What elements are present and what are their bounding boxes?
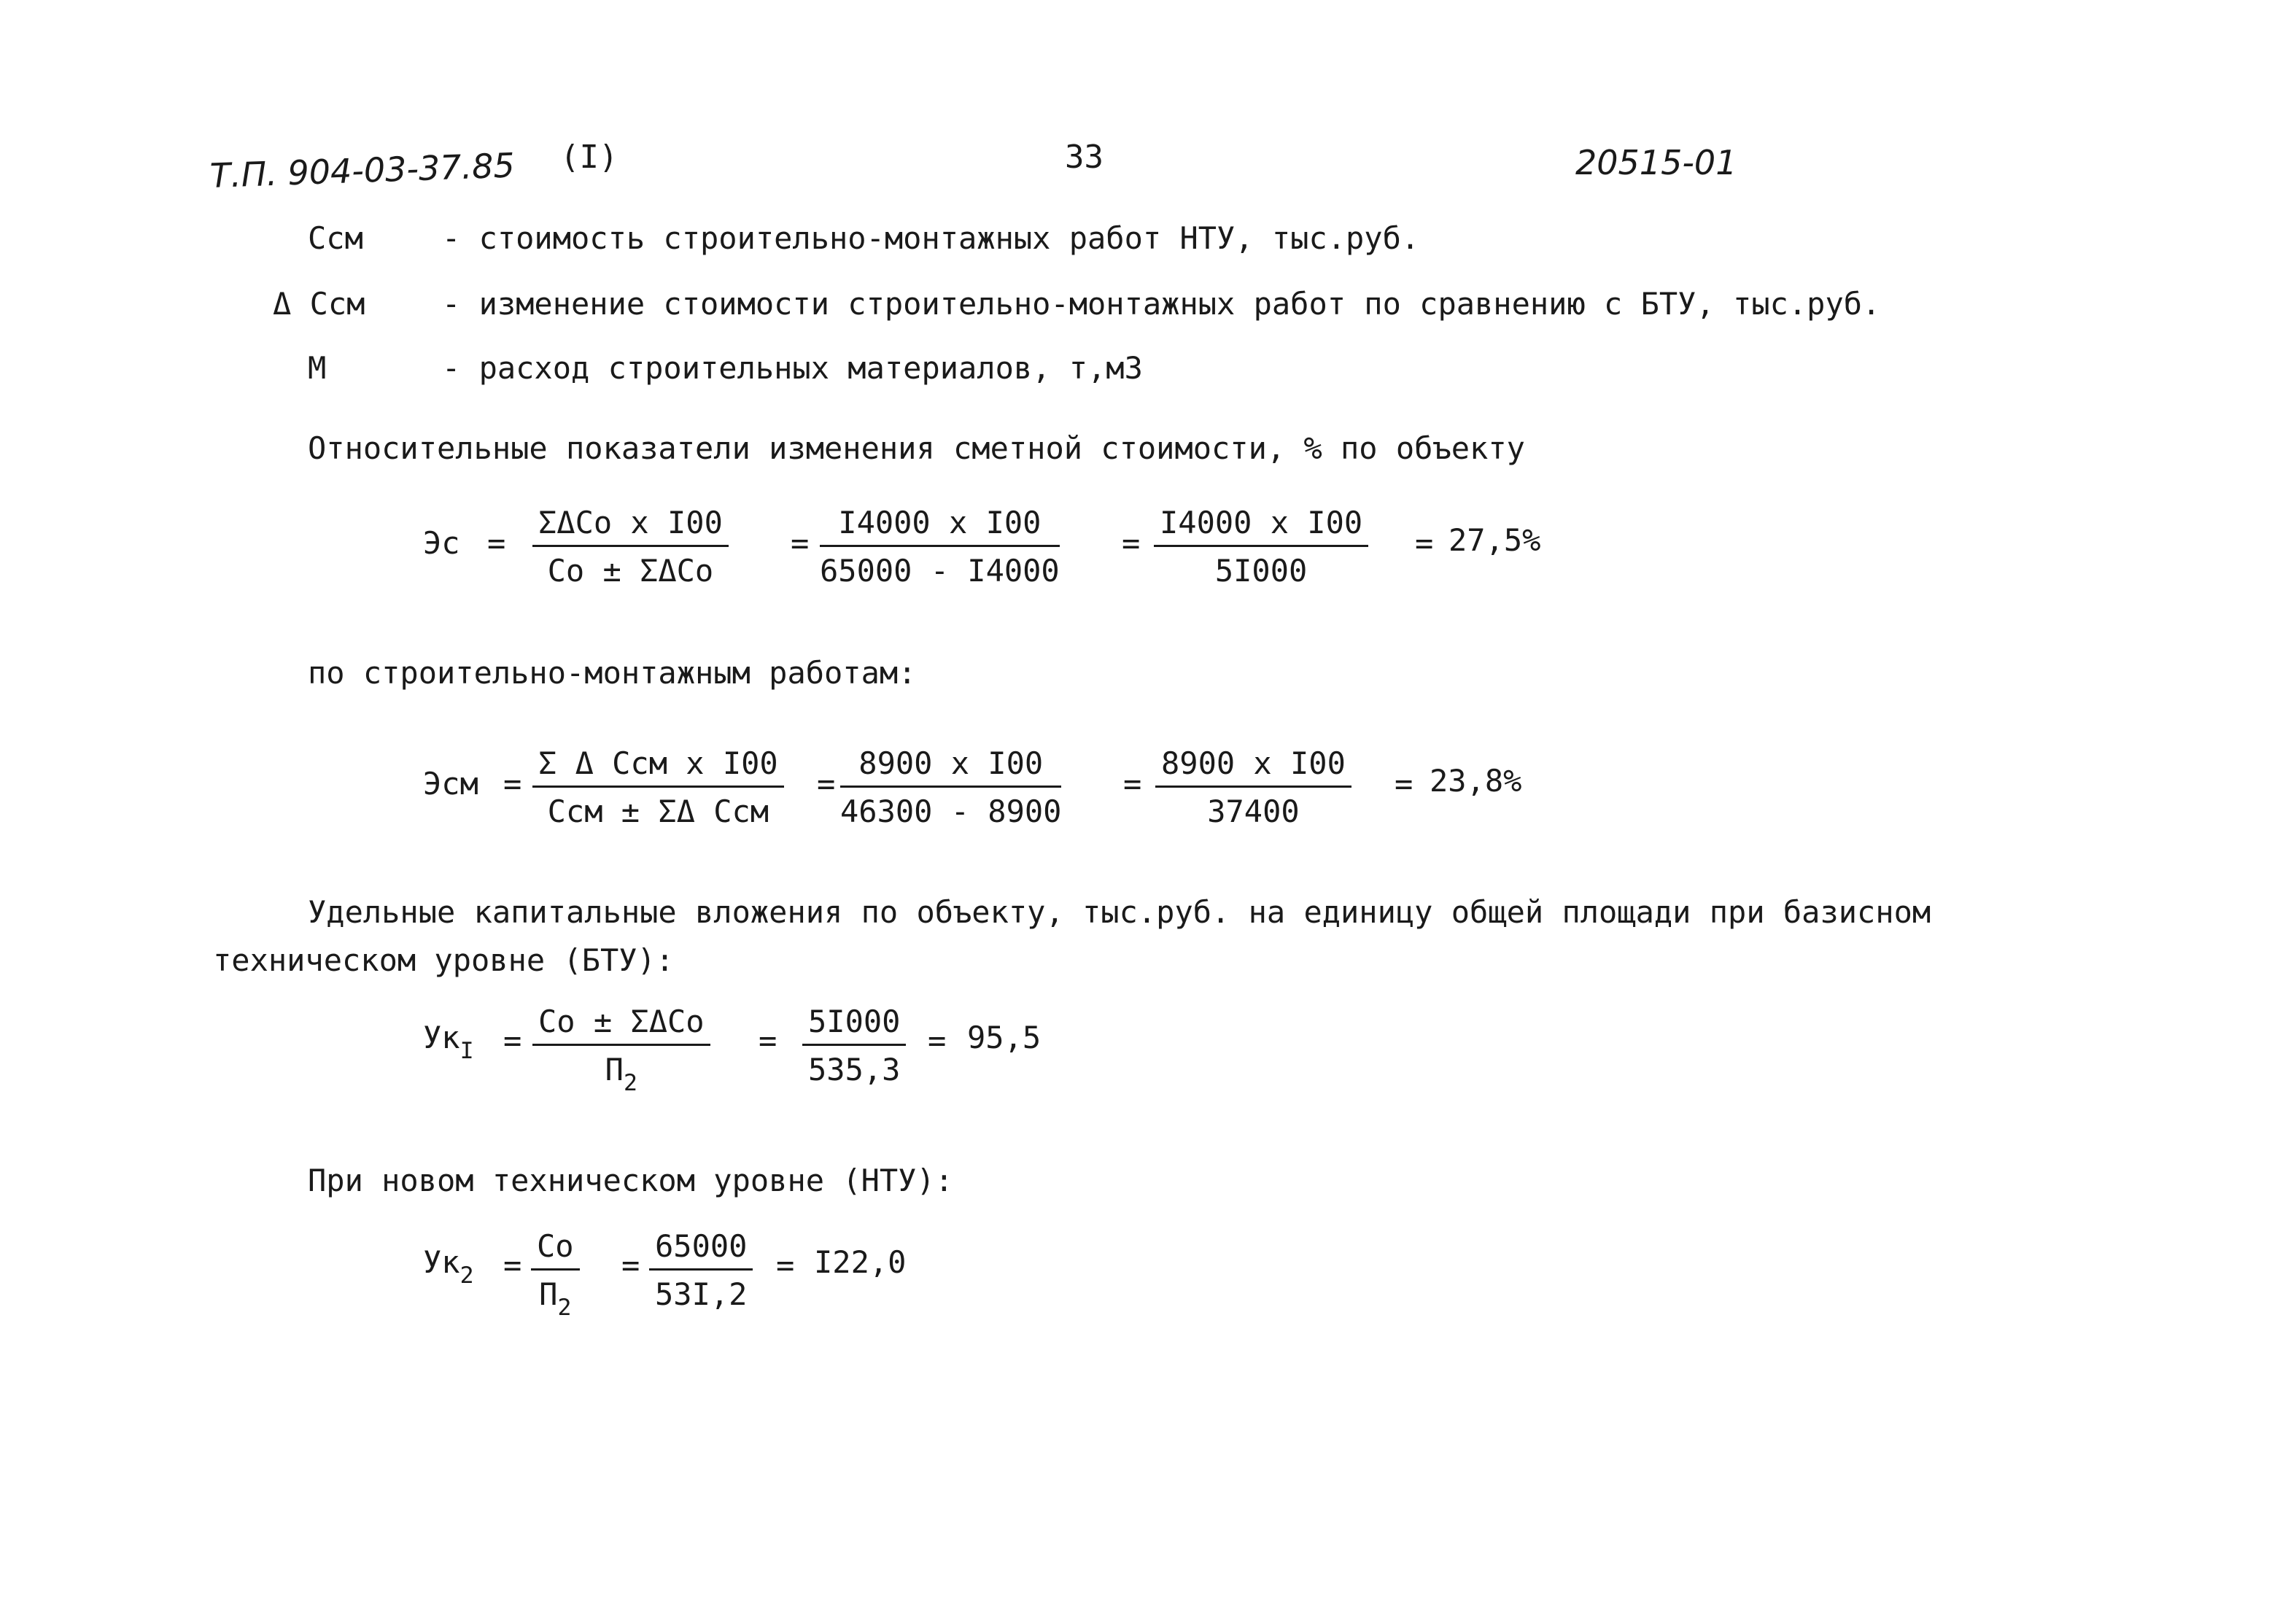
numerator: Со bbox=[531, 1228, 580, 1271]
equals-sign: = bbox=[487, 525, 506, 561]
formula-result: 27,5% bbox=[1448, 522, 1541, 558]
document-number: 20515-01 bbox=[1575, 143, 1737, 182]
formula-result: I22,0 bbox=[814, 1244, 907, 1280]
denominator: 65000 - I4000 bbox=[820, 553, 1060, 589]
denominator: 535,3 bbox=[808, 1052, 901, 1087]
formula-lhs: Эс bbox=[423, 525, 460, 561]
definition-symbol: М bbox=[308, 350, 327, 386]
equals-sign: = bbox=[621, 1247, 640, 1283]
numerator: 8900 х I00 bbox=[1155, 745, 1351, 788]
fraction bbox=[840, 745, 1061, 829]
definition-symbol: Δ Ссм bbox=[273, 286, 365, 322]
paragraph-specific-investments: Удельные капитальные вложения по объекту, тыс.руб. на единицу общей площади при базисном bbox=[308, 894, 1931, 930]
numerator: 8900 х I00 bbox=[840, 745, 1061, 788]
equals-sign: = bbox=[1122, 525, 1141, 561]
denominator: 46300 - 8900 bbox=[840, 794, 1062, 829]
equals-sign: = bbox=[1123, 766, 1142, 802]
equals-sign: = bbox=[791, 525, 810, 561]
numerator: I4000 х I00 bbox=[820, 505, 1060, 547]
fraction bbox=[649, 1228, 753, 1312]
equals-sign: = bbox=[759, 1023, 777, 1058]
definition-text: - расход строительных материалов, т,м3 bbox=[442, 350, 1143, 386]
fraction bbox=[1155, 745, 1351, 829]
page-number: 33 bbox=[1065, 139, 1104, 176]
equals-sign: = bbox=[817, 766, 836, 802]
denominator: Со ± ΣΔСо bbox=[547, 553, 714, 589]
numerator: ΣΔСо х I00 bbox=[532, 505, 729, 547]
formula-result: 23,8% bbox=[1430, 763, 1522, 799]
definition-text: - стоимость строительно-монтажных работ НТУ, тыс.руб. bbox=[442, 220, 1420, 256]
denominator: $П_2$ bbox=[539, 1276, 572, 1322]
numerator: Σ Δ Ссм х I00 bbox=[532, 745, 784, 788]
definition-symbol: Ссм bbox=[308, 220, 363, 256]
numerator: 65000 bbox=[649, 1228, 753, 1271]
document-code: Т.П. 904-03-37.85 bbox=[209, 145, 516, 195]
formula-lhs: $Ук_2$ bbox=[423, 1244, 474, 1289]
fraction bbox=[532, 1004, 710, 1096]
denominator: 5I000 bbox=[1214, 553, 1308, 589]
fraction bbox=[532, 505, 729, 589]
fraction bbox=[531, 1228, 580, 1321]
equals-sign: = bbox=[1395, 766, 1413, 802]
fraction bbox=[820, 505, 1060, 589]
paragraph-smr: по строительно-монтажным работам: bbox=[308, 655, 917, 691]
sheet-marker: (I) bbox=[560, 139, 618, 176]
denominator: 53I,2 bbox=[655, 1276, 748, 1312]
equals-sign: = bbox=[503, 1247, 522, 1283]
denominator: 37400 bbox=[1207, 794, 1300, 829]
paragraph-relative-indicators: Относительные показатели изменения сметной стоимости, % по объекту bbox=[308, 430, 1525, 466]
formula-lhs: $Ук_I$ bbox=[423, 1020, 474, 1065]
equals-sign: = bbox=[503, 766, 522, 802]
equals-sign: = bbox=[1415, 525, 1434, 561]
numerator: Со ± ΣΔСо bbox=[532, 1004, 710, 1046]
paragraph-new-level: При новом техническом уровне (НТУ): bbox=[308, 1163, 954, 1198]
denominator: $П_2$ bbox=[605, 1052, 637, 1097]
formula-result: 95,5 bbox=[967, 1020, 1042, 1055]
formula-lhs: Эсм bbox=[423, 766, 478, 802]
fraction bbox=[802, 1004, 906, 1087]
fraction bbox=[532, 745, 784, 829]
equals-sign: = bbox=[776, 1247, 795, 1283]
numerator: I4000 х I00 bbox=[1154, 505, 1368, 547]
paragraph-specific-investments-cont: техническом уровне (БТУ): bbox=[213, 942, 675, 978]
definition-text: - изменение стоимости строительно-монтажных работ по сравнению с БТУ, тыс.руб. bbox=[442, 286, 1881, 322]
fraction bbox=[1154, 505, 1368, 589]
equals-sign: = bbox=[503, 1023, 522, 1058]
numerator: 5I000 bbox=[802, 1004, 906, 1046]
denominator: Ссм ± ΣΔ Ссм bbox=[547, 794, 769, 829]
equals-sign: = bbox=[928, 1023, 947, 1058]
